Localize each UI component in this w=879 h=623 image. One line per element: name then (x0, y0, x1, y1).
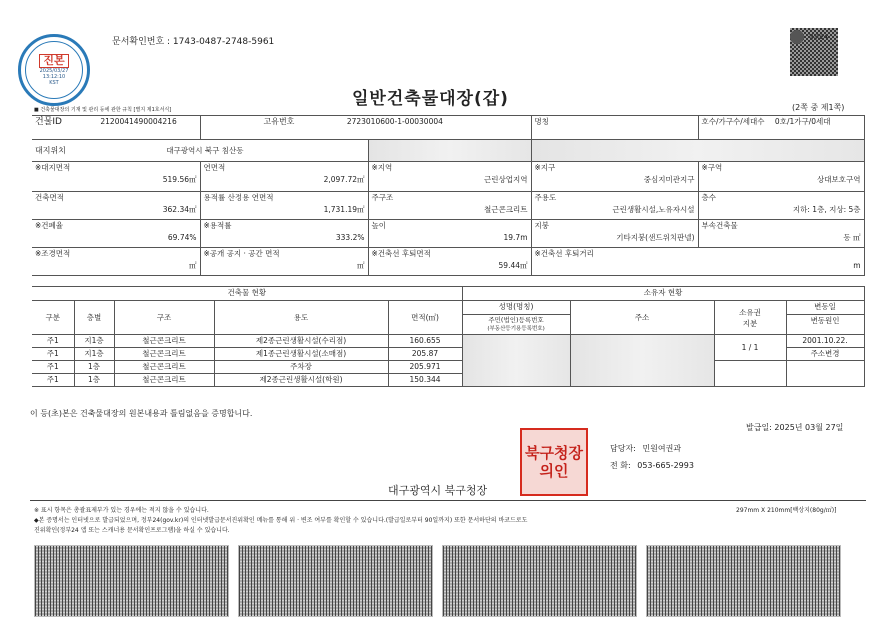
owner-share-value: 1 / 1 (714, 335, 786, 361)
owner-id-label: 주민(법인)등록번호 (488, 316, 544, 324)
verification-barcode-1[interactable] (34, 545, 229, 617)
authenticity-seal (18, 34, 90, 106)
owner-share-sub-label: 지분 (742, 318, 758, 328)
unique-number-value: 2723010600-1-00030004 (346, 117, 443, 126)
district-label: ※지구 (534, 163, 556, 172)
table-row (32, 361, 864, 374)
row-use: 제2종근린생활시설(학원) (214, 374, 388, 387)
row-use: 제2종근린생활시설(수리점) (214, 335, 388, 348)
verification-barcode-3[interactable] (442, 545, 637, 617)
contact-phone-value: 053-665-2993 (637, 461, 694, 470)
building-id-label: 건물ID (35, 117, 62, 127)
gov24-logo-icon (790, 30, 804, 44)
col-type-header: 구분 (32, 301, 74, 335)
verification-barcode-2[interactable] (238, 545, 433, 617)
building-id-value: 2120041490004216 (100, 117, 177, 126)
bcr-label: ※건폐율 (35, 221, 64, 230)
contact-person-value: 민원여권과 (642, 444, 682, 453)
row-area: 150.344 (388, 374, 462, 387)
row-use: 제1종근린생활시설(소매점) (214, 348, 388, 361)
site-lot-redacted (368, 140, 531, 162)
far-floor-area-value: 1,731.19㎡ (323, 205, 365, 214)
row-type: 주1 (32, 335, 74, 348)
main-structure-value: 철근콘크리트 (484, 205, 528, 214)
setback-area-value: 59.44㎡ (498, 261, 528, 270)
status-owner-table (32, 286, 865, 387)
total-floor-area-value: 2,097.72㎡ (323, 175, 365, 184)
owner-id-sub-label: (부동산등기용등록번호) (487, 326, 545, 332)
building-status-header: 건축물 현황 (32, 287, 462, 301)
row-floor: 지1층 (74, 348, 114, 361)
site-location-cell (32, 140, 368, 162)
change-date-value: 2001.10.22. (786, 335, 864, 348)
row-structure: 철근콘크리트 (114, 361, 214, 374)
change-reason-header: 변동원인 (786, 315, 864, 335)
paper-size: 297mm X 210mm[백상지(80g/㎡)] (736, 507, 837, 514)
unit-count-cell (698, 116, 864, 140)
roof-label: 지붕 (534, 221, 550, 230)
owner-status-header: 소유자 현황 (462, 287, 864, 301)
footnote-2: ◆본 증명서는 인터넷으로 발급되었으며, 정부24(gov.kr)의 인터넷발급문서진위확인 메뉴를 통해 위 · 변조 여부를 확인할 수 있습니다.(발급일로부터 90일까지) 또한 문서하단의 바코드로도 (34, 517, 528, 524)
table-row (32, 335, 864, 348)
row-structure: 철근콘크리트 (114, 374, 214, 387)
change-date-header: 변동일 (786, 301, 864, 315)
bcr-value: 69.74% (167, 233, 197, 242)
district-value: 중심지미관지구 (643, 175, 695, 184)
main-structure-label: 주구조 (371, 193, 394, 202)
row-type: 주1 (32, 348, 74, 361)
far-label: ※용적률 (203, 221, 232, 230)
footnote-1: ※ 표시 항목은 총괄표제부가 있는 경우에는 적지 않을 수 있습니다. (34, 507, 209, 514)
floors-value: 지하: 1층, 지상: 5층 (792, 205, 861, 214)
owner-share-header (714, 301, 786, 335)
contact-phone (610, 460, 694, 471)
row-use: 주차장 (214, 361, 388, 374)
col-structure-header: 구조 (114, 301, 214, 335)
doc-number: 문서확인번호 : 1743-0487-2748-5961 (112, 37, 275, 47)
owner-id-header (462, 315, 570, 335)
seal-title: 진본 (39, 54, 68, 68)
far-value: 333.2% (335, 233, 365, 242)
road-address-redacted (531, 140, 864, 162)
owner-name-header: 성명(명칭) (462, 301, 570, 315)
row-area: 205.87 (388, 348, 462, 361)
zone-value: 근린상업지역 (484, 175, 528, 184)
landscape-area-label: ※조경면적 (35, 249, 71, 258)
unique-number-cell (200, 116, 531, 140)
contact-person-label: 담당자: (610, 444, 636, 453)
contact-person (610, 443, 681, 454)
seal-date: 2025/03/27 (39, 68, 69, 74)
row-area: 205.971 (388, 361, 462, 374)
issuer-name: 대구광역시 북구청장 (388, 484, 488, 497)
official-stamp: 북구청장의인 (520, 428, 588, 496)
unit-count-label: 호수/가구수/세대수 (701, 117, 765, 126)
unit-count-value: 0호/1가구/0세대 (774, 117, 831, 126)
row-floor: 1층 (74, 374, 114, 387)
open-space-value: ㎡ (357, 261, 365, 270)
regulation-note: ■ 건축물대장의 기재 및 관리 등에 관한 규칙 [별지 제1호서식] (34, 107, 172, 113)
building-name-label: 명칭 (534, 117, 550, 126)
land-area-label: ※대지면적 (35, 163, 71, 172)
main-use-value: 근린생활시설,노유자시설 (612, 205, 695, 214)
certification-text: 이 등(초)본은 건축물대장의 원본내용과 틀림없음을 증명합니다. (30, 409, 253, 418)
building-id-cell (32, 116, 200, 140)
setback-distance-value: m (853, 261, 861, 270)
floors-label: 층수 (701, 193, 717, 202)
owner-address-redacted (570, 335, 714, 387)
owner-name-redacted (462, 335, 570, 387)
row-type: 주1 (32, 374, 74, 387)
seal-time: 13:12:10 (42, 74, 66, 80)
row-structure: 철근콘크리트 (114, 335, 214, 348)
unique-number-label: 고유번호 (263, 117, 295, 126)
register-table (32, 115, 865, 276)
row-area: 160.655 (388, 335, 462, 348)
footnote-3: 진위확인(정부24 앱 또는 스캐너용 문서확인프로그램)을 하실 수 있습니다. (34, 527, 230, 534)
height-value: 19.7m (503, 233, 528, 242)
sector-value: 상대보호구역 (817, 175, 861, 184)
setback-area-label: ※건축선 후퇴면적 (371, 249, 431, 258)
row-structure: 철근콘크리트 (114, 348, 214, 361)
zone-label: ※지역 (371, 163, 393, 172)
footer-divider (30, 500, 866, 501)
row-floor: 지1층 (74, 335, 114, 348)
height-label: 높이 (371, 221, 386, 230)
setback-distance-label: ※건축선 후퇴거리 (534, 249, 594, 258)
seal-kst: KST (49, 80, 59, 86)
land-area-value: 519.56㎡ (162, 175, 197, 184)
row-floor: 1층 (74, 361, 114, 374)
roof-value: 기타지붕(샌드위치판넬) (616, 233, 695, 242)
row-type: 주1 (32, 361, 74, 374)
col-floor-header: 층별 (74, 301, 114, 335)
change-empty (786, 361, 864, 387)
building-area-value: 362.34㎡ (162, 205, 197, 214)
building-name-cell (531, 116, 698, 140)
col-use-header: 용도 (214, 301, 388, 335)
annex-value: 동 ㎡ (843, 233, 861, 242)
owner-share-label: 소유권 (739, 307, 761, 317)
sector-label: ※구역 (701, 163, 723, 172)
col-area-header: 면적(㎡) (388, 301, 462, 335)
contact-phone-label: 전 화: (610, 461, 631, 470)
building-area-label: 건축면적 (35, 193, 64, 202)
open-space-label: ※공개 공지 · 공간 면적 (203, 249, 280, 258)
verification-barcode-4[interactable] (646, 545, 841, 617)
total-floor-area-label: 연면적 (203, 163, 226, 172)
change-reason-value: 주소변경 (786, 348, 864, 361)
site-location-value: 대구광역시 북구 침산동 (166, 146, 244, 155)
main-use-label: 주용도 (534, 193, 557, 202)
landscape-area-value: ㎡ (189, 261, 197, 270)
page-info: (2쪽 중 제1쪽) (792, 103, 845, 112)
far-floor-area-label: 용적률 산정용 연면적 (203, 193, 274, 202)
gov24-label: 정부24 (808, 34, 828, 41)
annex-label: 부속건축물 (701, 221, 738, 230)
document-title: 일반건축물대장(갑) (352, 89, 509, 109)
issue-date: 발급일: 2025년 03월 27일 (746, 423, 844, 432)
owner-share-empty (714, 361, 786, 387)
owner-address-header: 주소 (570, 301, 714, 335)
site-location-label: 대지위치 (35, 146, 66, 155)
